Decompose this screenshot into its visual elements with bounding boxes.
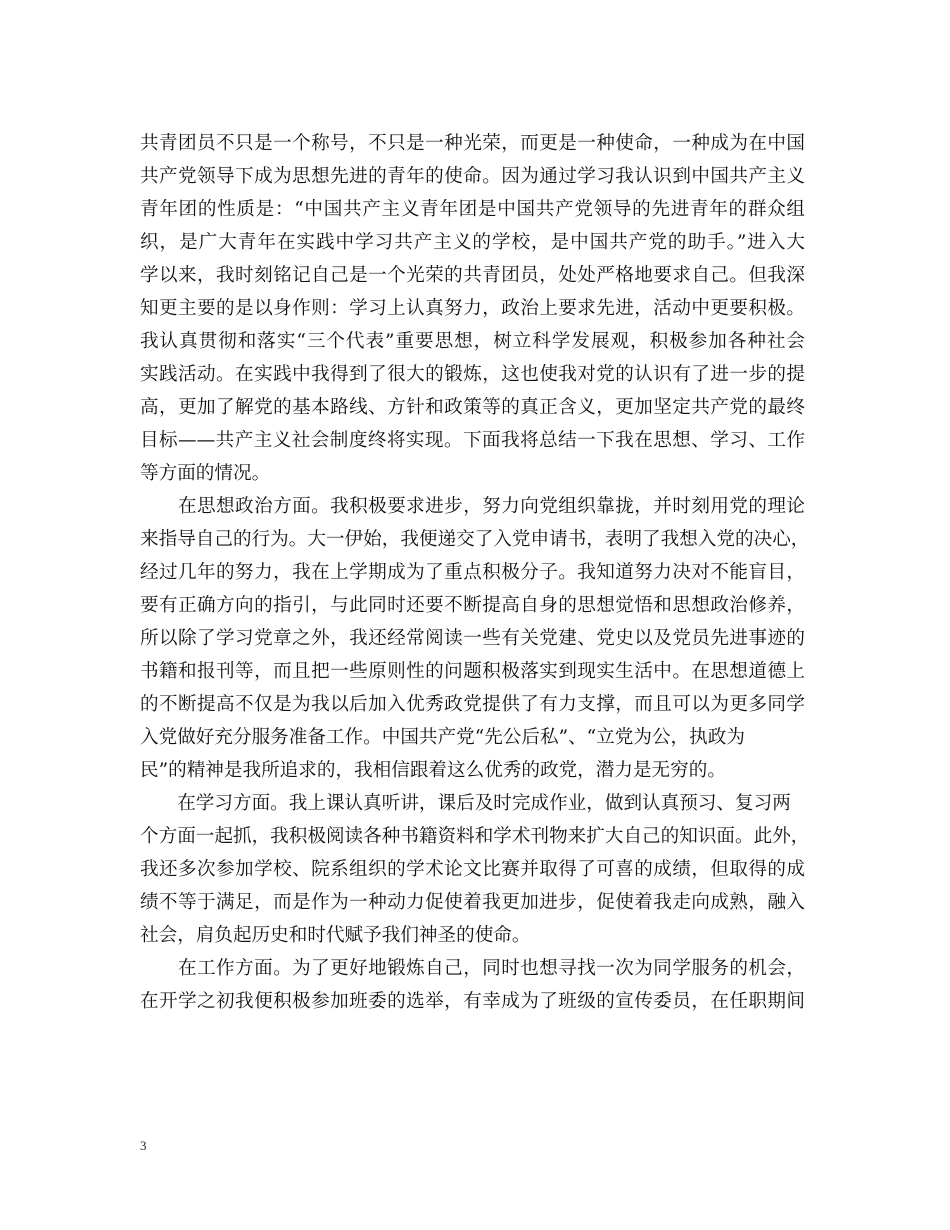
text-line: 共产党领导下成为思想先进的青年的使命。因为通过学习我认识到中国共产主义: [140, 166, 805, 187]
text-line: 绩不等于满足，而是作为一种动力促使着我更加进步，促使着我走向成熟，融入: [140, 892, 805, 913]
text-line: 青年团的性质是：“中国共产主义青年团是中国共产党领导的先进青年的群众组: [140, 199, 805, 220]
text-line: 在开学之初我便积极参加班委的选举，有幸成为了班级的宣传委员，在任职期间: [140, 991, 805, 1012]
document-body: [140, 127, 810, 1018]
text-line: 共青团员不只是一个称号，不只是一种光荣，而更是一种使命，一种成为在中国: [140, 133, 805, 154]
text-line: 织，是广大青年在实践中学习共产主义的学校，是中国共产党的助手。”进入大: [140, 232, 805, 253]
text-line: 来指导自己的行为。大一伊始，我便递交了入党申请书，表明了我想入党的决心，: [140, 529, 810, 550]
text-line: 在思想政治方面。我积极要求进步，努力向党组织靠拢，并时刻用党的理论: [140, 496, 805, 517]
text-line: 个方面一起抓，我积极阅读各种书籍资料和学术刊物来扩大自己的知识面。此外，: [140, 826, 810, 847]
text-line: 的不断提高不仅是为我以后加入优秀政党提供了有力支撑，而且可以为更多同学: [140, 694, 805, 715]
text-line: 社会，肩负起历史和时代赋予我们神圣的使命。: [140, 925, 531, 946]
text-line: 学以来，我时刻铭记自己是一个光荣的共青团员，处处严格地要求自己。但我深: [140, 265, 805, 286]
text-line: 实践活动。在实践中我得到了很大的锻炼，这也使我对党的认识有了进一步的提: [140, 364, 805, 385]
text-line: 民”的精神是我所追求的，我相信跟着这么优秀的政党，潜力是无穷的。: [140, 760, 726, 781]
text-line: 我还多次参加学校、院系组织的学术论文比赛并取得了可喜的成绩，但取得的成: [140, 859, 805, 880]
text-line: 等方面的情况。: [140, 463, 271, 484]
paragraph-work: [140, 952, 805, 1018]
text-line: 要有正确方向的指引，与此同时还要不断提高自身的思想觉悟和思想政治修养，: [140, 595, 805, 616]
page-number: 3: [140, 1138, 147, 1153]
text-line: 在学习方面。我上课认真听讲，课后及时完成作业，做到认真预习、复习两: [140, 793, 791, 814]
text-line: 在工作方面。为了更好地锻炼自己，同时也想寻找一次为同学服务的机会，: [140, 958, 805, 979]
text-line: 入党做好充分服务准备工作。中国共产党“先公后私”、“立党为公，执政为: [140, 727, 745, 748]
paragraph-political-thought: [140, 490, 810, 787]
text-line: 所以除了学习党章之外，我还经常阅读一些有关党建、党史以及党员先进事迹的: [140, 628, 805, 649]
text-line: 目标——共产主义社会制度终将实现。下面我将总结一下我在思想、学习、工作: [140, 430, 805, 451]
text-line: 我认真贯彻和落实“三个代表”重要思想，树立科学发展观，积极参加各种社会: [140, 331, 805, 352]
text-line: 书籍和报刊等，而且把一些原则性的问题积极落实到现实生活中。在思想道德上: [140, 661, 805, 682]
text-line: 经过几年的努力，我在上学期成为了重点积极分子。我知道努力决对不能盲目，: [140, 562, 805, 583]
paragraph-study: [140, 787, 810, 952]
text-line: 知更主要的是以身作则：学习上认真努力，政治上要求先进，活动中更要积极。: [140, 298, 805, 319]
paragraph-intro: [140, 127, 805, 490]
text-line: 高，更加了解党的基本路线、方针和政策等的真正含义，更加坚定共产党的最终: [140, 397, 805, 418]
